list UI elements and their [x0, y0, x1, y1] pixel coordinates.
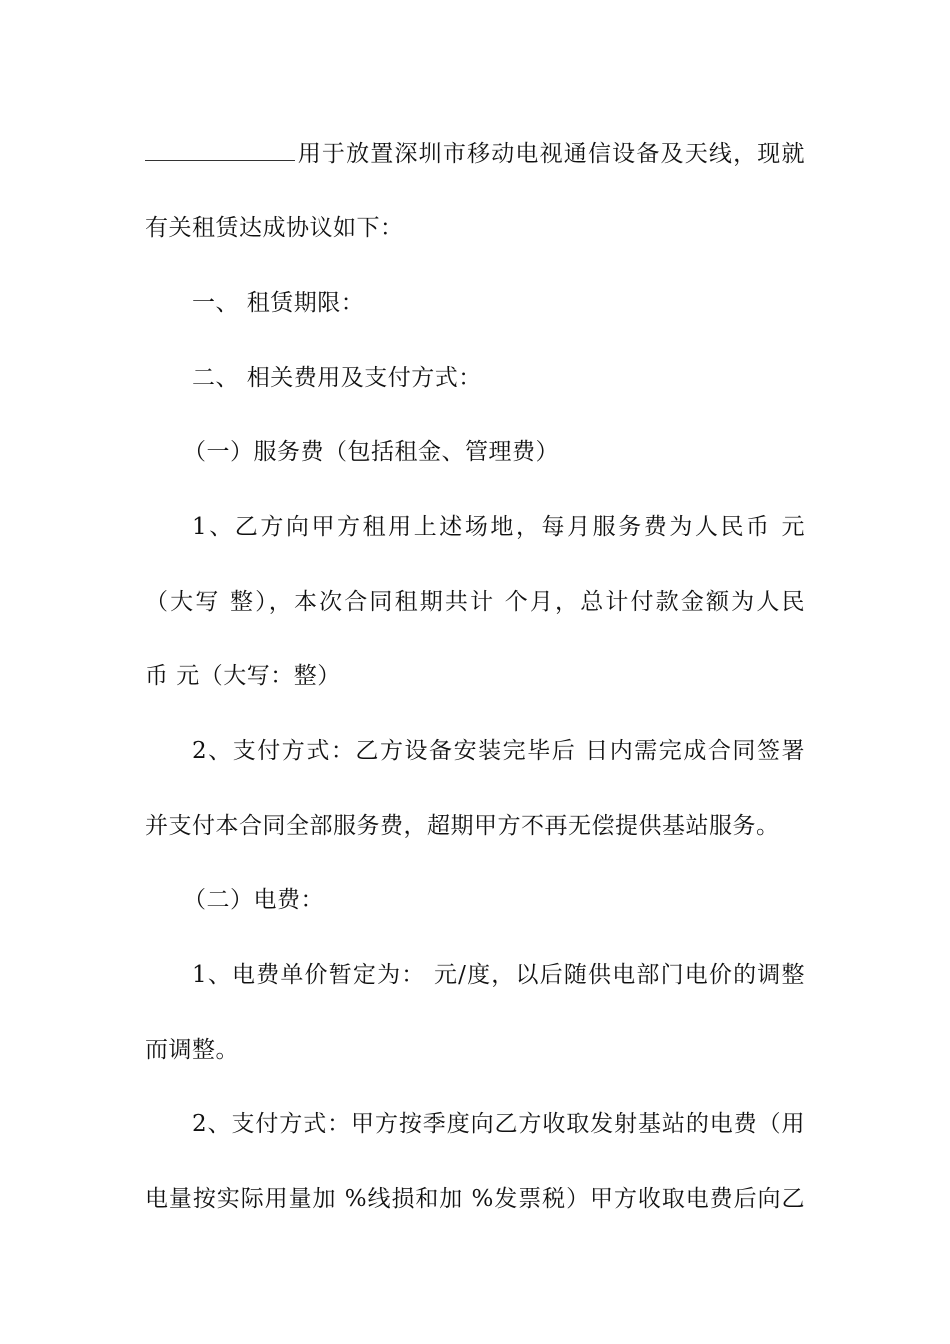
paragraph-line-6: [192, 512, 805, 542]
line-text: （大写 整），本次合同租期共计 个月，总计付款金额为人民: [145, 589, 805, 615]
subsection-heading-1: [183, 437, 805, 467]
paragraph-line-2: [145, 213, 805, 243]
paragraph-line-10: [145, 811, 805, 841]
line-text: （二）电费：: [183, 887, 324, 913]
line-text: 电量按实际用量加 %线损和加 %发票税）甲方收取电费后向乙: [145, 1186, 805, 1212]
line-text: 1、乙方向甲方租用上述场地，每月服务费为人民币 元: [192, 514, 805, 540]
line-text: 2、支付方式：甲方按季度向乙方收取发射基站的电费（用: [192, 1111, 805, 1137]
line-text: 并支付本合同全部服务费，超期甲方不再无偿提供基站服务。: [145, 813, 780, 839]
fill-in-blank: [145, 138, 295, 161]
line-text: （一）服务费（包括租金、管理费）: [183, 439, 559, 465]
line-text: 2、支付方式：乙方设备安装完毕后 日内需完成合同签署: [192, 738, 805, 764]
subsection-heading-2: [183, 885, 805, 915]
line-text: 1、电费单价暂定为： 元/度，以后随供电部门电价的调整: [192, 962, 805, 988]
paragraph-line-15: [145, 1184, 805, 1214]
line-text: 一、 租赁期限：: [192, 290, 365, 316]
paragraph-line-14: [192, 1109, 805, 1139]
paragraph-line-7: [145, 587, 805, 617]
paragraph-line-8: [145, 661, 805, 691]
line-text: 而调整。: [145, 1037, 239, 1063]
section-heading-1: [192, 288, 805, 318]
line-text: 币 元（大写：整）: [145, 663, 341, 689]
section-heading-2: [192, 363, 805, 393]
paragraph-line-12: [192, 960, 805, 990]
line-text: 有关租赁达成协议如下：: [145, 215, 404, 241]
paragraph-line-9: [192, 736, 805, 766]
paragraph-line-13: [145, 1035, 805, 1065]
paragraph-line-1: [145, 138, 805, 169]
line-text: 用于放置深圳市移动电视通信设备及天线，现就: [297, 141, 805, 167]
line-text: 二、 相关费用及支付方式：: [192, 365, 482, 391]
